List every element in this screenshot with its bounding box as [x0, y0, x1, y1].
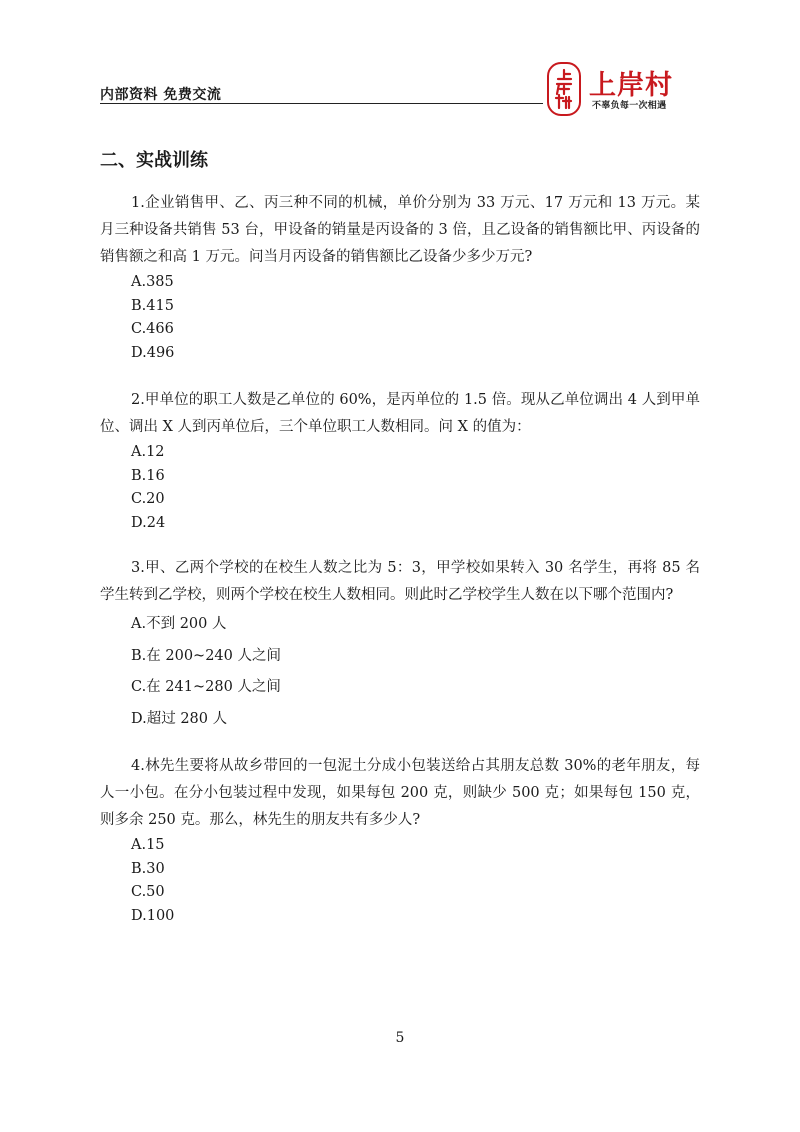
option-c: C.466: [131, 321, 174, 337]
option-d: D.496: [131, 344, 175, 361]
option-d: D.超过 280 人: [131, 710, 228, 727]
question-text: 1.企业销售甲、乙、丙三种不同的机械，单价分别为 33 万元、17 万元和 13 万元。某月三种设备共销售 53 台，甲设备的销量是丙设备的 3 倍，且乙设备的销售额比甲、丙设备的销售额之和高 1 万元。问当月丙设备的销售额比乙设备少多少万元?: [100, 195, 700, 265]
question-4: [100, 753, 700, 928]
question-list: [100, 190, 700, 928]
option-d: D.24: [131, 514, 166, 531]
option-list: [100, 441, 700, 535]
option-a: A.12: [131, 444, 165, 460]
option-b: B.415: [131, 297, 174, 314]
question-text: 2.甲单位的职工人数是乙单位的 60%，是丙单位的 1.5 倍。现从乙单位调出 4 人到甲单位、调出 X 人到丙单位后，三个单位职工人数相同。问 X 的值为：: [100, 392, 700, 435]
document-label: 内部资料 免费交流: [100, 87, 222, 103]
question-1: [100, 190, 700, 365]
question-text: 3.甲、乙两个学校的在校生人数之比为 5：3，甲学校如果转入 30 名学生，再将 85 名学生转到乙学校，则两个学校在校生人数相同。则此时乙学校学生人数在以下哪个范围内?: [100, 560, 700, 603]
header-divider: [100, 103, 543, 104]
option-a: A.15: [131, 837, 165, 853]
section-title: 二、实战训练: [100, 150, 208, 171]
question-2: [100, 387, 700, 535]
option-c: C.在 241~280 人之间: [131, 679, 281, 695]
page-number: 5: [395, 1030, 405, 1046]
option-list: [100, 834, 700, 928]
option-a: A.385: [131, 274, 174, 290]
option-b: B.30: [131, 860, 165, 877]
option-c: C.20: [131, 491, 165, 507]
page-header: [100, 60, 710, 120]
option-b: B.16: [131, 467, 165, 484]
question-3: [100, 555, 700, 735]
brand-slogan: 不辜负每一次相遇: [592, 101, 667, 111]
brand-logo: [547, 60, 707, 120]
option-c: C.50: [131, 884, 165, 900]
seal-icon: [547, 62, 581, 116]
option-a: A.不到 200 人: [131, 616, 227, 632]
question-text: 4.林先生要将从故乡带回的一包泥土分成小包装送给占其朋友总数 30%的老年朋友，每人一小包。在分小包装过程中发现，如果每包 200 克，则缺少 500 克；如果每包 150 克，则多余 250 克。那么，林先生的朋友共有多少人?: [100, 758, 700, 828]
option-list: [100, 609, 700, 735]
option-b: B.在 200~240 人之间: [131, 647, 281, 664]
brand-name: 上岸村: [589, 70, 673, 101]
option-d: D.100: [131, 907, 175, 924]
option-list: [100, 271, 700, 365]
